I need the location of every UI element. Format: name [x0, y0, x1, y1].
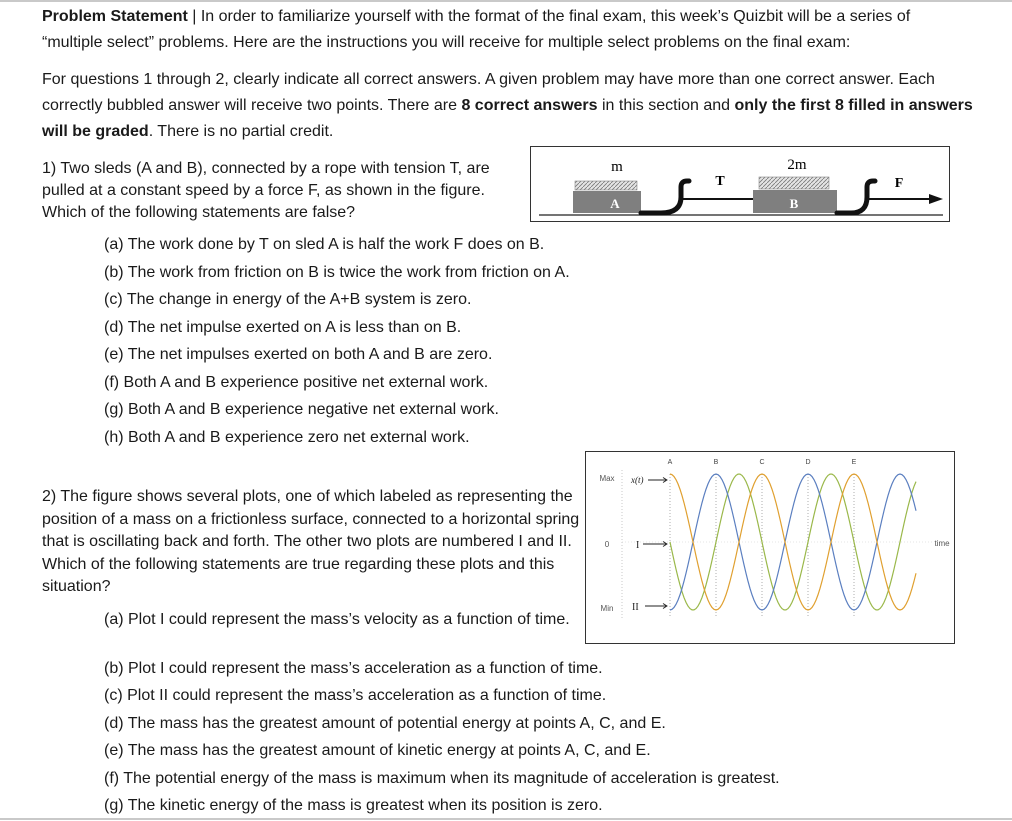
- xt-label: x(t): [631, 475, 644, 485]
- min-label: Min: [600, 604, 614, 613]
- oscillation-figure: [585, 451, 955, 644]
- mass-a-label: m: [611, 159, 623, 175]
- force-arrowhead: [929, 194, 943, 204]
- bottom-border: [0, 818, 1012, 820]
- problem-statement-label: Problem Statement: [42, 8, 188, 25]
- q2-option-b: (b) Plot I could represent the mass’s acceleration as a function of time.: [104, 660, 603, 677]
- instructions-text-3: . There is no partial credit.: [148, 123, 334, 140]
- mass-b-label: 2m: [787, 157, 807, 173]
- sled-b-label: B: [789, 196, 799, 211]
- sled-a-runner: [641, 181, 689, 213]
- instructions: [42, 67, 982, 145]
- instructions-text-2: in this section and: [597, 97, 735, 114]
- point-b-label: B: [713, 459, 719, 466]
- sled-a-label: A: [610, 196, 620, 211]
- q1-option-c: (c) The change in energy of the A+B system is zero.: [104, 291, 472, 308]
- instructions-bold-2: only the first 8 filled in answers will be graded: [42, 97, 973, 140]
- point-d-label: D: [805, 459, 811, 466]
- q2-option-a: (a) Plot I could represent the mass’s velocity as a function of time.: [104, 611, 570, 628]
- instructions-text-1: For questions 1 through 2, clearly indicate all correct answers. A given problem may have more than one correct answer. Each correctly bubbled answer will receive two points. There are: [42, 71, 935, 114]
- q2-option-d: (d) The mass has the greatest amount of potential energy at points A, C, and E.: [104, 715, 666, 732]
- q2-option-f: (f) The potential energy of the mass is maximum when its magnitude of acceleration is greatest.: [104, 770, 780, 787]
- problem-statement: [42, 4, 972, 56]
- q1-option-b: (b) The work from friction on B is twice the work from friction on A.: [104, 264, 570, 281]
- q1-option-a: (a) The work done by T on sled A is half the work F does on B.: [104, 236, 545, 253]
- instructions-bold-1: 8 correct answers: [461, 97, 598, 114]
- q2-option-c: (c) Plot II could represent the mass’s acceleration as a function of time.: [104, 687, 607, 704]
- question-2-text: 2) The figure shows several plots, one of which labeled as representing the position of a mass on a frictionless surface, connected to a horizontal spring that is oscillating back and forth. The other two plots are numbered I and II. Which of the following statements are true regarding these plots and this situation?: [42, 488, 580, 595]
- separator: |: [187, 8, 201, 25]
- point-a-label: A: [667, 459, 673, 466]
- q1-option-h: (h) Both A and B experience zero net external work.: [104, 429, 470, 446]
- plot-one-label: I: [636, 540, 640, 551]
- question-1-text: 1) Two sleds (A and B), connected by a rope with tension T, are pulled at a constant speed by a force F, as shown in the figure. Which of the following statements are false?: [42, 160, 490, 221]
- point-e-label: E: [851, 459, 857, 466]
- time-label: time: [934, 539, 950, 548]
- q1-option-e: (e) The net impulses exerted on both A and B are zero.: [104, 346, 493, 363]
- sled-b-runner: [837, 181, 875, 213]
- sleds-figure: [530, 146, 950, 222]
- point-c-label: C: [759, 459, 765, 466]
- top-border: [0, 0, 1012, 2]
- q1-option-d: (d) The net impulse exerted on A is less than on B.: [104, 319, 462, 336]
- sled-a: [573, 159, 689, 213]
- intro-text: In order to familiarize yourself with the format of the final exam, this week’s Quizbit will be a series of “multiple select” problems. Here are the instructions you will receive for multiple select problems on the final exam:: [42, 8, 911, 51]
- plot-two-label: II: [632, 602, 639, 613]
- q2-option-g: (g) The kinetic energy of the mass is greatest when its position is zero.: [104, 797, 603, 814]
- tension-label: T: [715, 174, 725, 189]
- force-label: F: [894, 176, 904, 191]
- q1-option-f: (f) Both A and B experience positive net external work.: [104, 374, 489, 391]
- sled-b: [753, 157, 875, 213]
- zero-label: 0: [604, 540, 610, 549]
- max-label: Max: [599, 474, 615, 483]
- q2-option-e: (e) The mass has the greatest amount of kinetic energy at points A, C, and E.: [104, 742, 651, 759]
- q1-option-g: (g) Both A and B experience negative net external work.: [104, 401, 499, 418]
